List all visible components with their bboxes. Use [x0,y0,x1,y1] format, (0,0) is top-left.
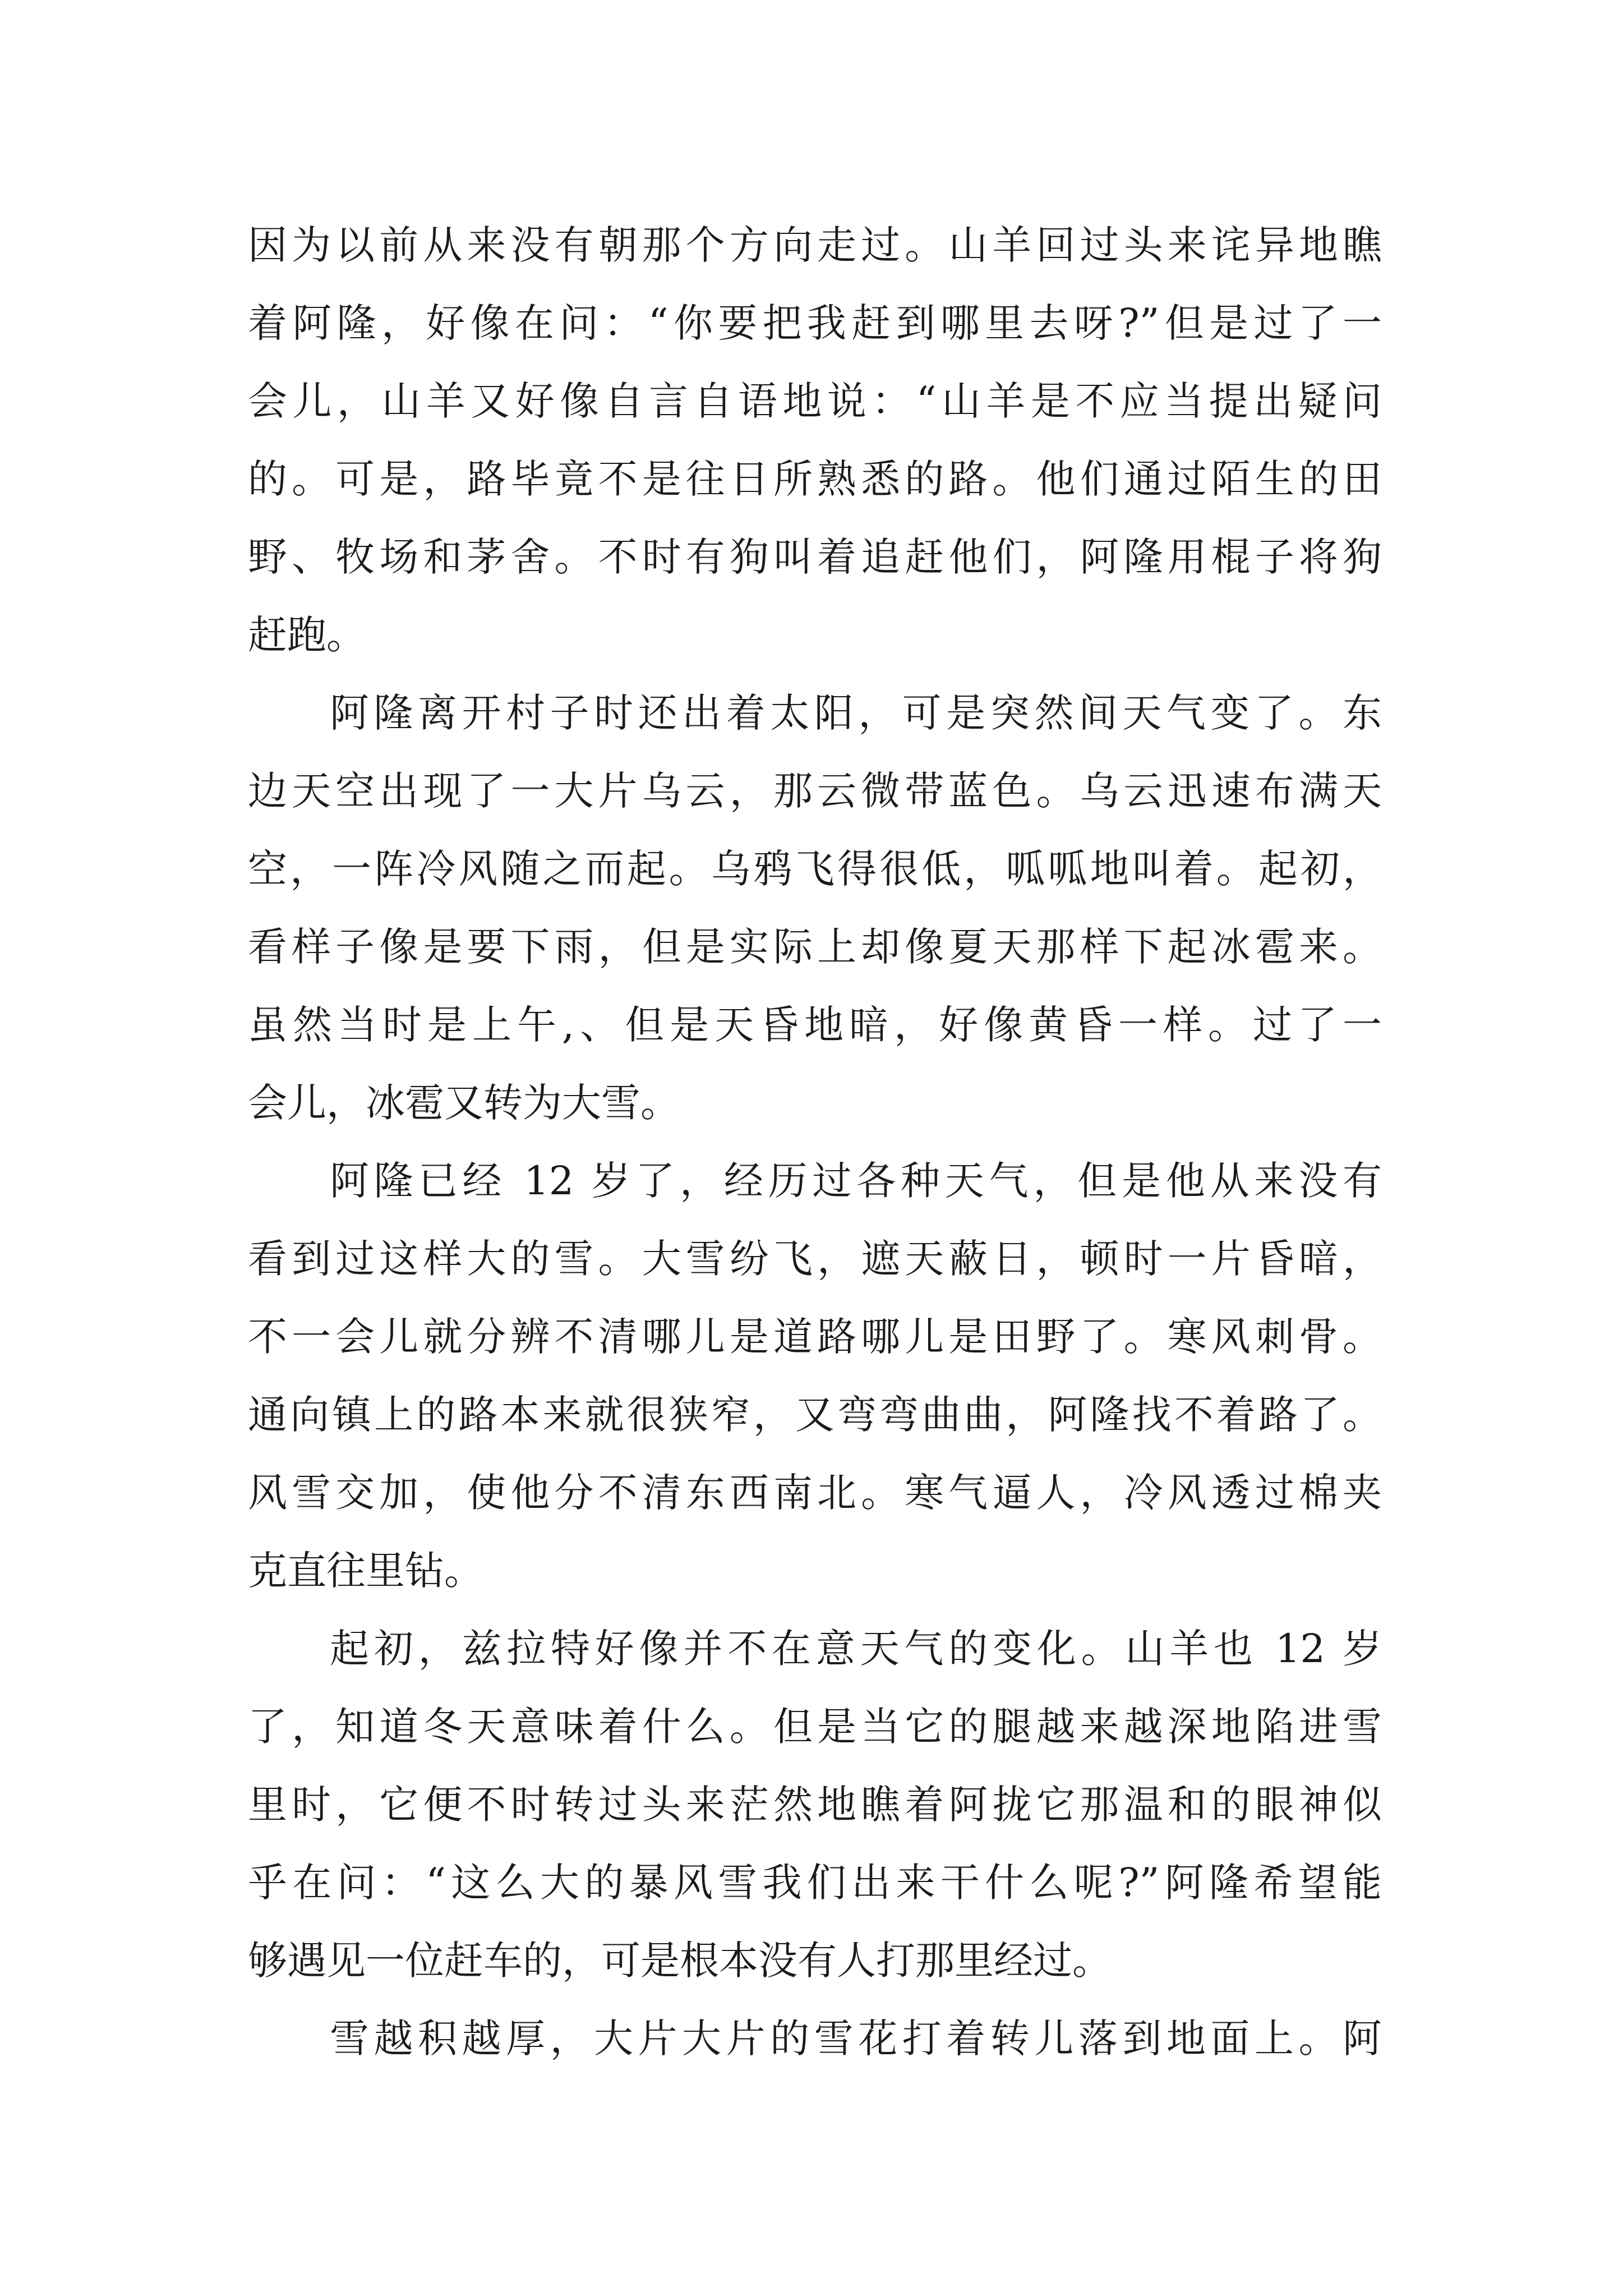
text-line: 克直往里钻。 [248,1548,483,1594]
text-line: 因为以前从来没有朝那个方向走过。山羊回过头来诧异地瞧 [248,222,1382,268]
text-line: 了，知道冬天意味着什么。但是当它的腿越来越深地陷进雪 [248,1704,1382,1750]
document-text-body [248,206,1382,2078]
text-line: 通向镇上的路本来就很狭窄，又弯弯曲曲，阿隆找不着路了。 [248,1392,1382,1438]
text-line: 会儿，山羊又好像自言自语地说：“山羊是不应当提出疑问 [248,378,1382,424]
text-line: 野、牧场和茅舍。不时有狗叫着追赶他们，阿隆用棍子将狗 [248,534,1382,580]
text-line: 里时，它便不时转过头来茫然地瞧着阿拢它那温和的眼神似 [248,1782,1382,1828]
text-line: 空，一阵冷风随之而起。乌鸦飞得很低，呱呱地叫着。起初， [248,846,1382,892]
text-line: 雪越积越厚，大片大片的雪花打着转儿落到地面上。阿 [330,2016,1382,2062]
text-line: 风雪交加，使他分不清东西南北。寒气逼人，冷风透过棉夹 [248,1470,1382,1516]
text-line: 虽然当时是上午,、但是天昏地暗，好像黄昏一样。过了一 [248,1002,1382,1048]
text-line: 会儿，冰雹又转为大雪。 [248,1080,680,1126]
text-line: 边天空出现了一大片乌云，那云微带蓝色。乌云迅速布满天 [248,768,1382,814]
text-line: 乎在问：“这么大的暴风雪我们出来干什么呢?”阿隆希望能 [248,1860,1382,1906]
text-line: 不一会儿就分辨不清哪儿是道路哪儿是田野了。寒风刺骨。 [248,1314,1382,1360]
text-line: 看样子像是要下雨，但是实际上却像夏天那样下起冰雹来。 [248,924,1382,970]
text-line: 赶跑。 [248,612,366,658]
text-line: 阿隆已经 12 岁了，经历过各种天气，但是他从来没有 [330,1158,1382,1204]
text-line: 够遇见一位赶车的，可是根本没有人打那里经过。 [248,1938,1112,1984]
text-line: 起初，兹拉特好像并不在意天气的变化。山羊也 12 岁 [330,1626,1382,1672]
text-line: 着阿隆，好像在问：“你要把我赶到哪里去呀?”但是过了一 [248,300,1382,346]
text-line: 看到过这样大的雪。大雪纷飞，遮天蔽日，顿时一片昏暗， [248,1236,1382,1282]
text-line: 的。可是，路毕竟不是往日所熟悉的路。他们通过陌生的田 [248,456,1382,502]
text-line: 阿隆离开村子时还出着太阳，可是突然间天气变了。东 [330,690,1382,736]
